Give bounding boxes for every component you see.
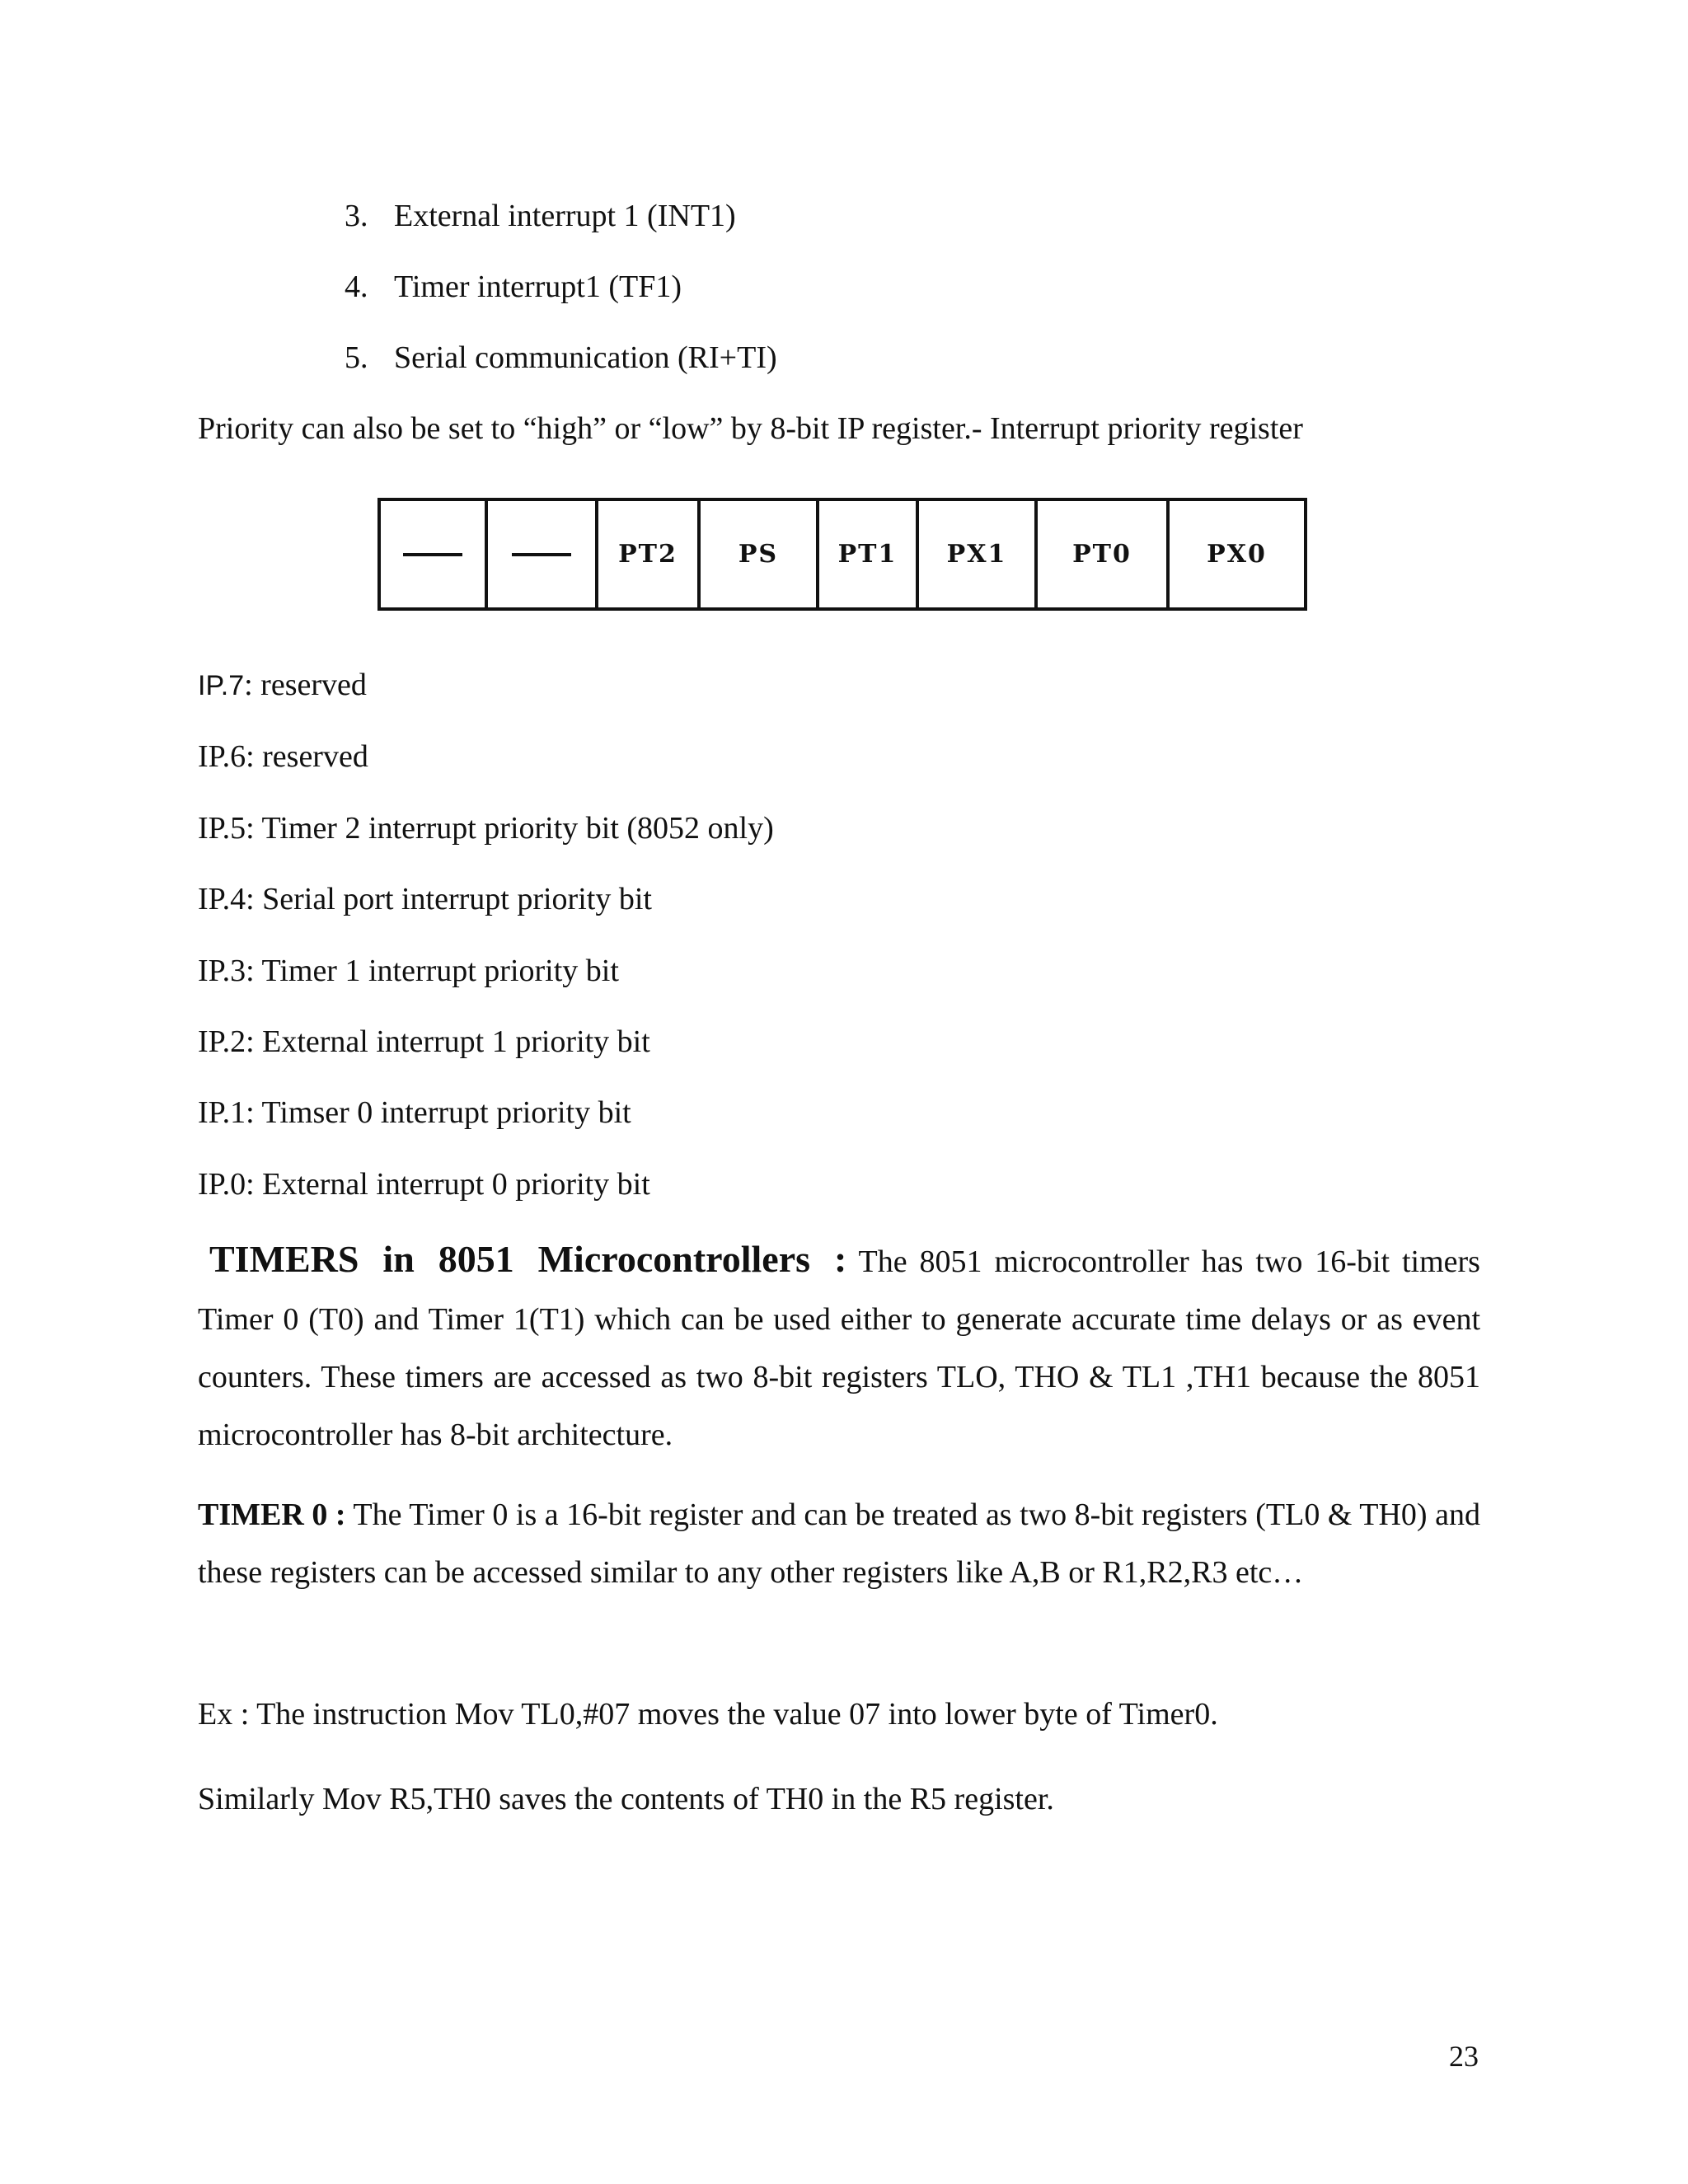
list-item — [345, 197, 736, 235]
ip-bit-label: IP.4 — [198, 882, 246, 916]
register-bit-cell — [381, 501, 488, 607]
reserved-dash — [403, 553, 462, 556]
ip-bit-line — [198, 1094, 631, 1132]
ip-bit-label: IP.7 — [198, 670, 245, 701]
list-number: 4. — [345, 269, 368, 304]
list-item — [345, 339, 777, 377]
ip-bit-label: IP.2 — [198, 1024, 246, 1059]
ip-bit-line — [198, 809, 774, 847]
ip-bit-desc: : reserved — [246, 739, 368, 774]
page-number: 23 — [1449, 2040, 1479, 2073]
ip-bit-label: IP.0 — [198, 1167, 246, 1202]
ip-bit-line — [198, 738, 368, 776]
ip-bit-line — [198, 1023, 650, 1061]
ip-register-diagram — [377, 498, 1307, 611]
reserved-dash — [512, 553, 571, 556]
ip-bit-desc: : Timer 1 interrupt priority bit — [246, 954, 619, 988]
ip-bit-desc: : Timer 2 interrupt priority bit (8052 only) — [246, 811, 774, 846]
paragraph-body: The Timer 0 is a 16-bit register and can be treated as two 8-bit registers (TL0 & TH0) and these registers can be accessed similar to any other registers like A,B or R1,R2,R3 etc… — [198, 1497, 1480, 1590]
ip-bit-line — [198, 1165, 650, 1203]
ip-bit-label: IP.5 — [198, 811, 246, 846]
list-text: External interrupt 1 (INT1) — [394, 199, 736, 233]
ip-bit-desc: : Timser 0 interrupt priority bit — [246, 1095, 631, 1130]
list-number: 3. — [345, 199, 368, 233]
register-bit-cell: PT2 — [598, 501, 701, 607]
list-text: Serial communication (RI+TI) — [394, 340, 777, 375]
similarly-line: Similarly Mov R5,TH0 saves the contents of TH0 in the R5 register. — [198, 1782, 1054, 1816]
ip-bit-label: IP.6 — [198, 739, 246, 774]
register-bit-cell: PT1 — [819, 501, 919, 607]
list-number: 5. — [345, 340, 368, 375]
register-bit-cell — [488, 501, 598, 607]
ip-bit-label: IP.3 — [198, 954, 246, 988]
ip-bit-desc: : Serial port interrupt priority bit — [246, 882, 652, 916]
register-bit-cell: PS — [701, 501, 819, 607]
ip-bit-desc: : reserved — [244, 668, 367, 702]
register-bit-cell: PT0 — [1038, 501, 1170, 607]
ip-bit-line — [198, 952, 619, 990]
section-heading: TIMER 0 : — [198, 1497, 346, 1532]
priority-sentence: Priority can also be set to “high” or “low” by 8-bit IP register.- Interrupt priority register — [198, 411, 1303, 446]
ip-bit-desc: : External interrupt 1 priority bit — [246, 1024, 650, 1059]
ip-bit-desc: : External interrupt 0 priority bit — [246, 1167, 650, 1202]
ip-bit-label: IP.1 — [198, 1095, 246, 1130]
timers-paragraph — [198, 1230, 1480, 1464]
timer0-paragraph — [198, 1486, 1480, 1601]
paragraph-body: The 8051 microcontroller has two 16-bit timers Timer 0 (T0) and Timer 1(T1) which can be used either to generate accurate time delays or as event counters. These timers are accessed as two 8-bit registers TLO, THO & TL1 ,TH1 because the 8051 microcontroller has 8-bit architecture. — [198, 1244, 1480, 1452]
list-item — [345, 268, 682, 306]
register-bit-cell: PX0 — [1207, 540, 1267, 569]
list-text: Timer interrupt1 (TF1) — [394, 269, 682, 304]
section-heading: TIMERS in 8051 Microcontrollers : — [209, 1238, 847, 1280]
register-bit-cell: PX1 — [919, 501, 1038, 607]
ip-bit-line — [198, 666, 367, 705]
example-line: Ex : The instruction Mov TL0,#07 moves the value 07 into lower byte of Timer0. — [198, 1697, 1218, 1732]
ip-bit-line — [198, 880, 652, 918]
